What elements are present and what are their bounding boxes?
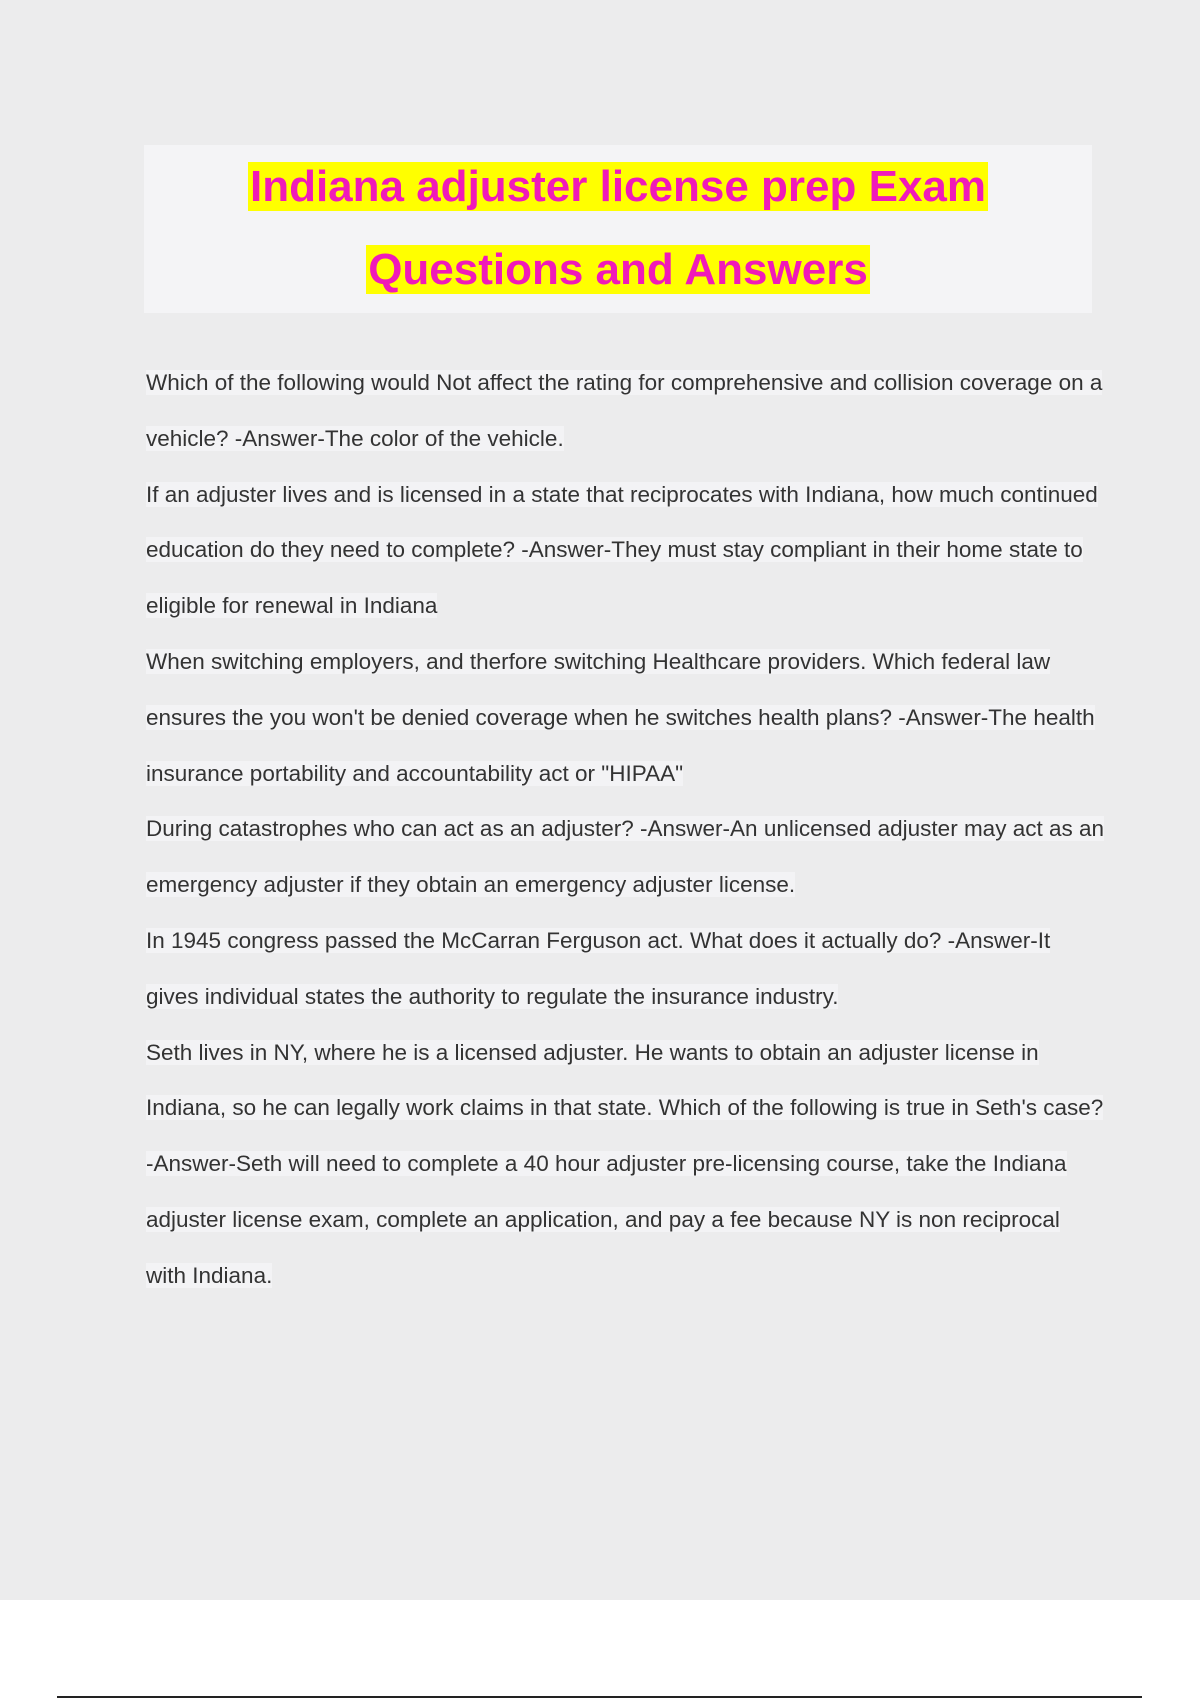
- qa-entry: Seth lives in NY, where he is a licensed adjuster. He wants to obtain an adjuster license in Indiana, so he can legally work claims in that state. Which of the following is true in Seth's case? -Answer-Seth will need to complete a 40 hour adjuster pre-licensing course, take the Indiana adjuster license exam, complete an application, and pay a fee because NY is non reciprocal with Indiana.: [146, 1039, 1104, 1288]
- qa-entry: When switching employers, and therfore switching Healthcare providers. Which federal law ensures the you won't be denied coverage when he switches health plans? -Answer-The health insurance portability and accountability act or "HIPAA": [146, 648, 1095, 786]
- title-highlight-2: Questions and Answers: [368, 245, 868, 294]
- footer-divider: [57, 1696, 1142, 1698]
- qa-entry: Which of the following would Not affect the rating for comprehensive and collision coverage on a vehicle? -Answer-The color of the vehicle.: [146, 370, 1103, 451]
- title-highlight-1: Indiana adjuster license prep Exam: [249, 162, 987, 211]
- title-box: [144, 145, 1092, 313]
- document-title-line-2: [144, 228, 1092, 311]
- document-title-line-1: [144, 145, 1092, 228]
- qa-entry: If an adjuster lives and is licensed in a state that reciprocates with Indiana, how much continued education do they need to complete? -Answer-They must stay compliant in their home state to eligible for renewal in Indiana: [146, 481, 1098, 619]
- qa-list: [146, 355, 1106, 1304]
- qa-entry: During catastrophes who can act as an adjuster? -Answer-An unlicensed adjuster may act as an emergency adjuster if they obtain an emergency adjuster license.: [146, 816, 1105, 898]
- qa-entry: In 1945 congress passed the McCarran Ferguson act. What does it actually do? -Answer-It gives individual states the authority to regulate the insurance industry.: [146, 927, 1051, 1009]
